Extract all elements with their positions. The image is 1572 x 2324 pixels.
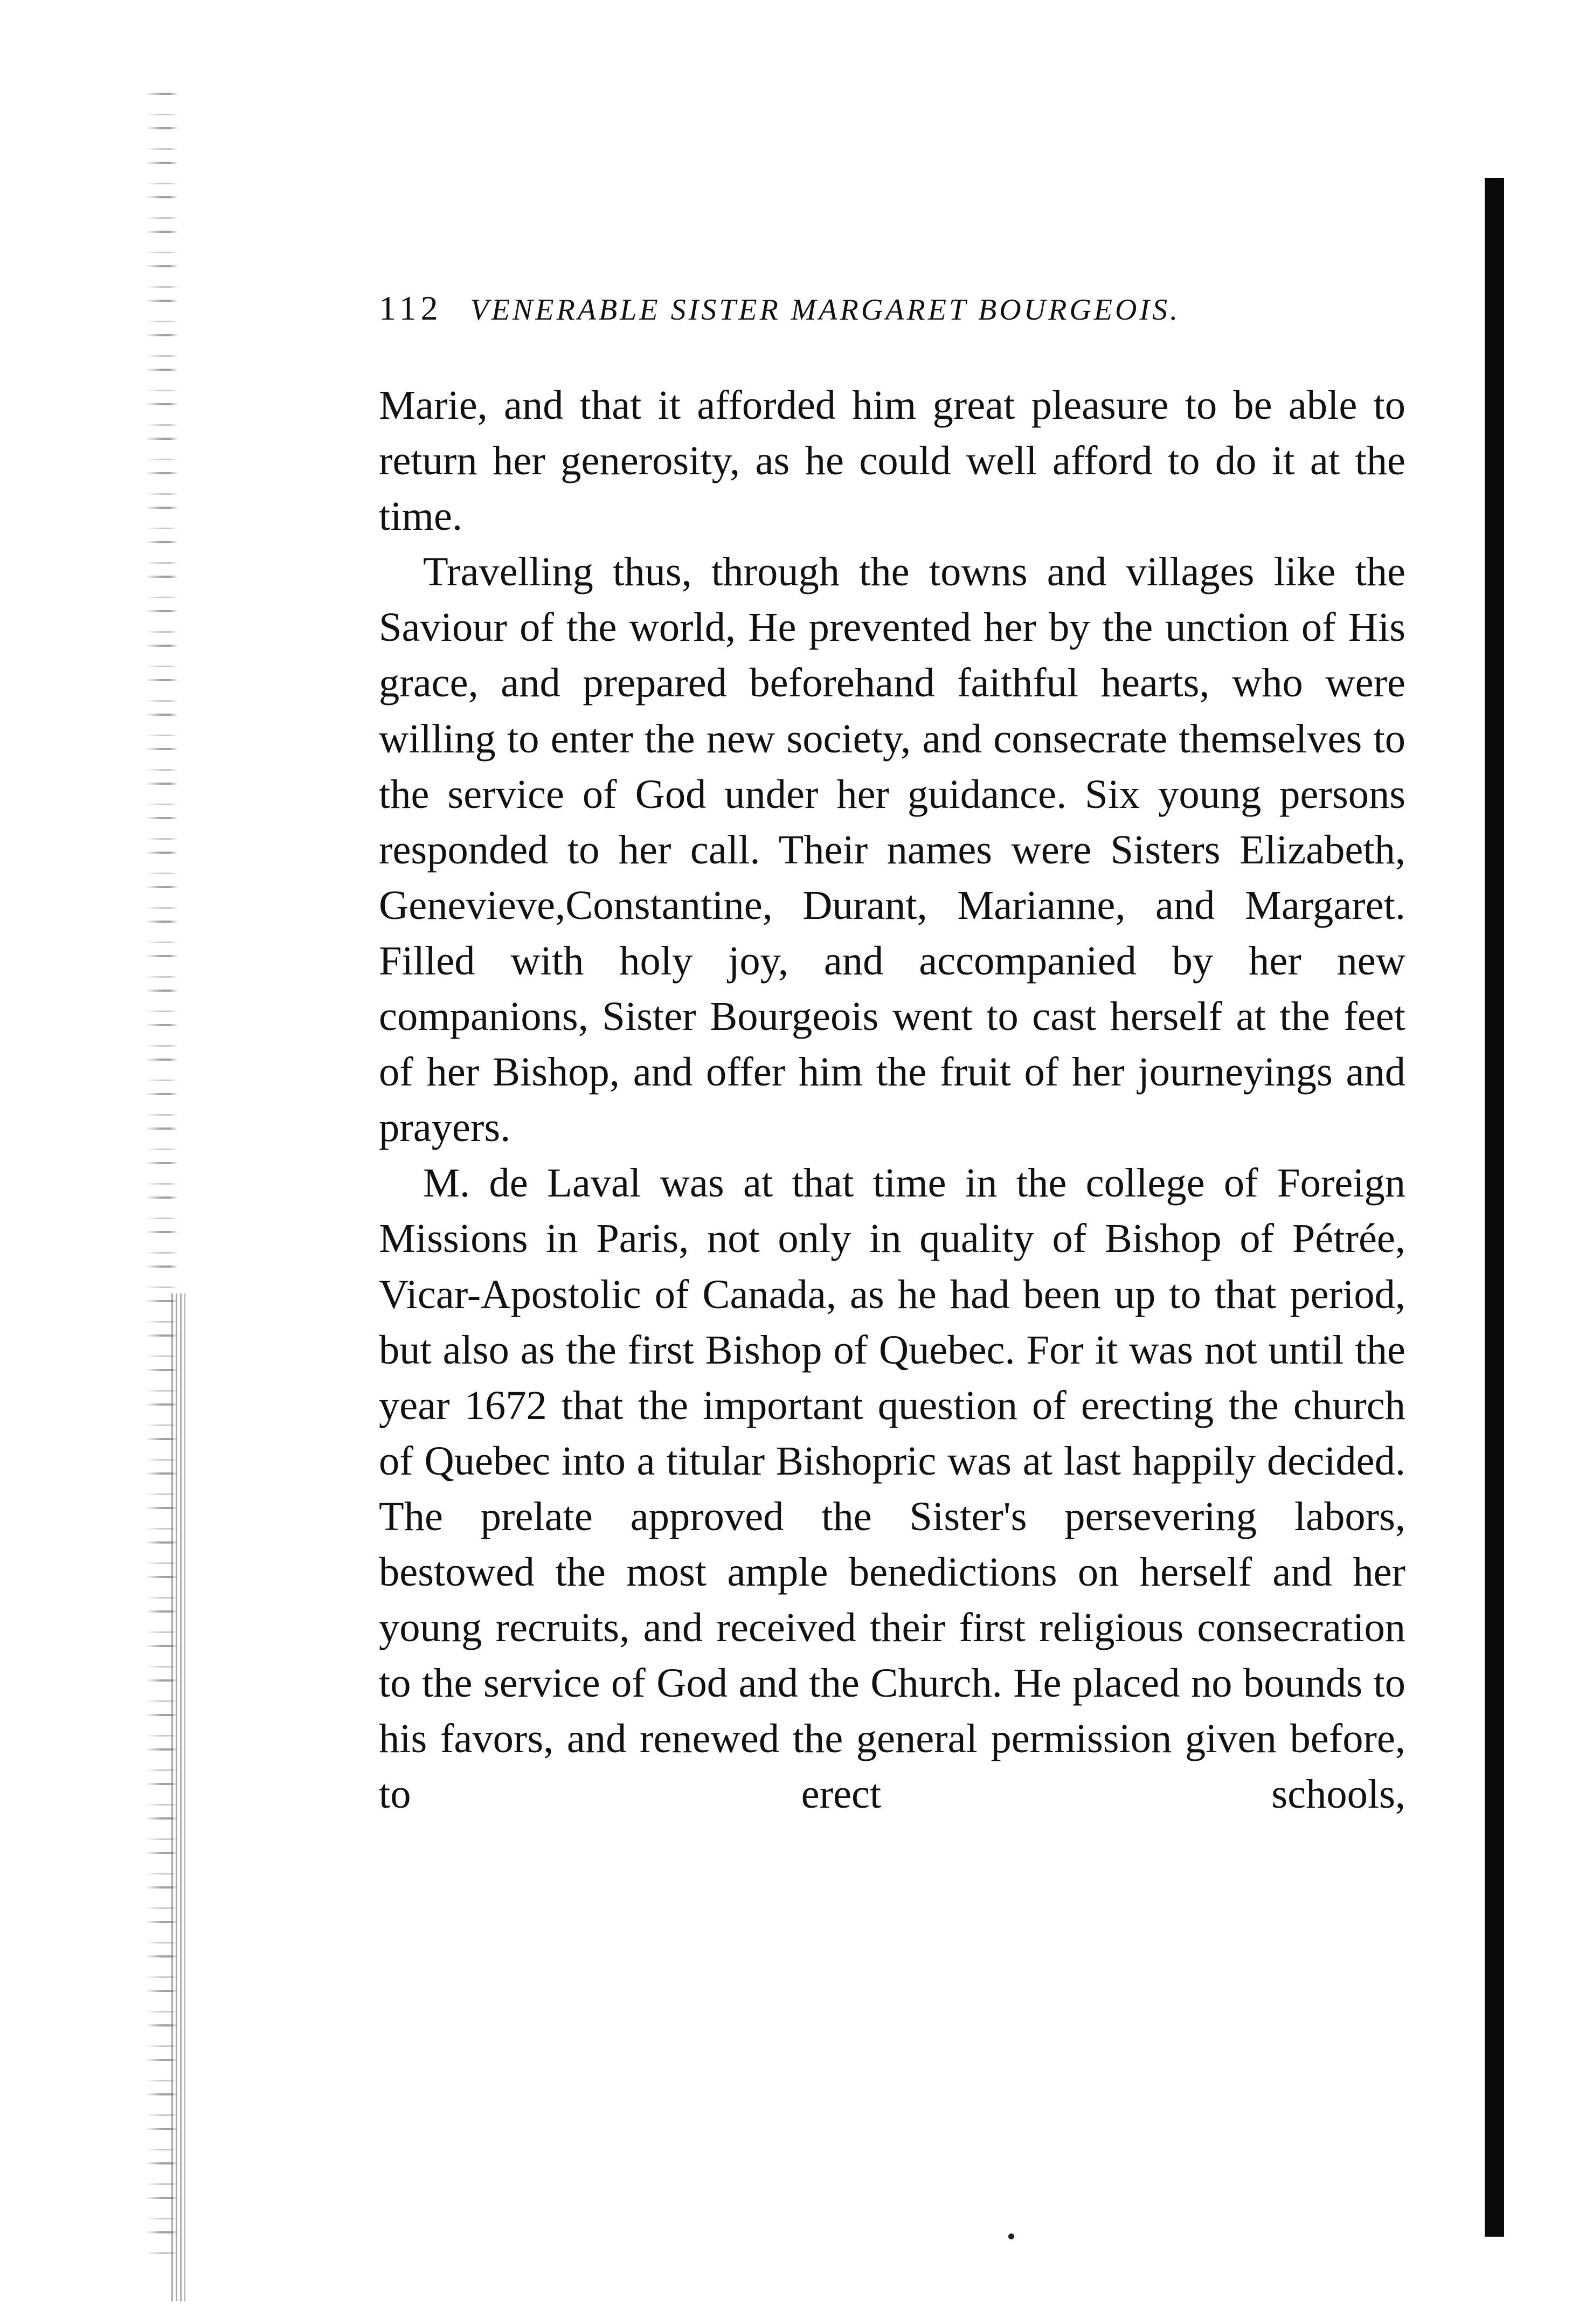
print-speck (1008, 2233, 1014, 2239)
paragraph-de-laval: M. de Laval was at that time in the college of Foreign Missions in Paris, not only in quality of Bishop of Pétrée, Vicar-Apostolic of Canada, as he had been up to that period, but also as the first Bishop of Quebec. For it was not until the year 1672 that the important question of erecting the church of Quebec into a titular Bishopric was at last happily decided. The prelate approved the Sister's persevering labors, bestowed the most ample benedictions on herself and her young recruits, and received their first religious consecration to the service of God and the Church. He placed no bounds to his favors, and renewed the general permission given before, to erect schools, (379, 1160, 1405, 1817)
paragraph-travelling: Travelling thus, through the towns and villages like the Saviour of the world, He prevented her by the unction of His grace, and prepared beforehand faithful hearts, who were willing to enter the new society, and consecrate themselves to the service of God under her guidance. Six young persons responded to her call. Their names were Sisters Elizabeth, Genevieve,Constantine, Durant, Marianne, and Margaret. Filled with holy joy, and accompanied by her new companions, Sister Bourgeois went to cast herself at the feet of her Bishop, and offer him the fruit of her journeyings and prayers. (379, 549, 1405, 1151)
paragraph-continued: Marie, and that it afforded him great pleasure to be able to return her generosity, as he could well afford to do it at the time. (379, 382, 1405, 540)
running-head: VENERABLE SISTER MARGARET BOURGEOIS. (470, 293, 1181, 327)
binding-gutter-shadow (146, 81, 194, 2264)
binding-gutter-marks (171, 1294, 185, 2301)
page-edge-shadow (1485, 178, 1504, 2237)
page-header (379, 288, 1435, 342)
body-text (379, 377, 1405, 1822)
page-number: 112 (379, 289, 442, 327)
